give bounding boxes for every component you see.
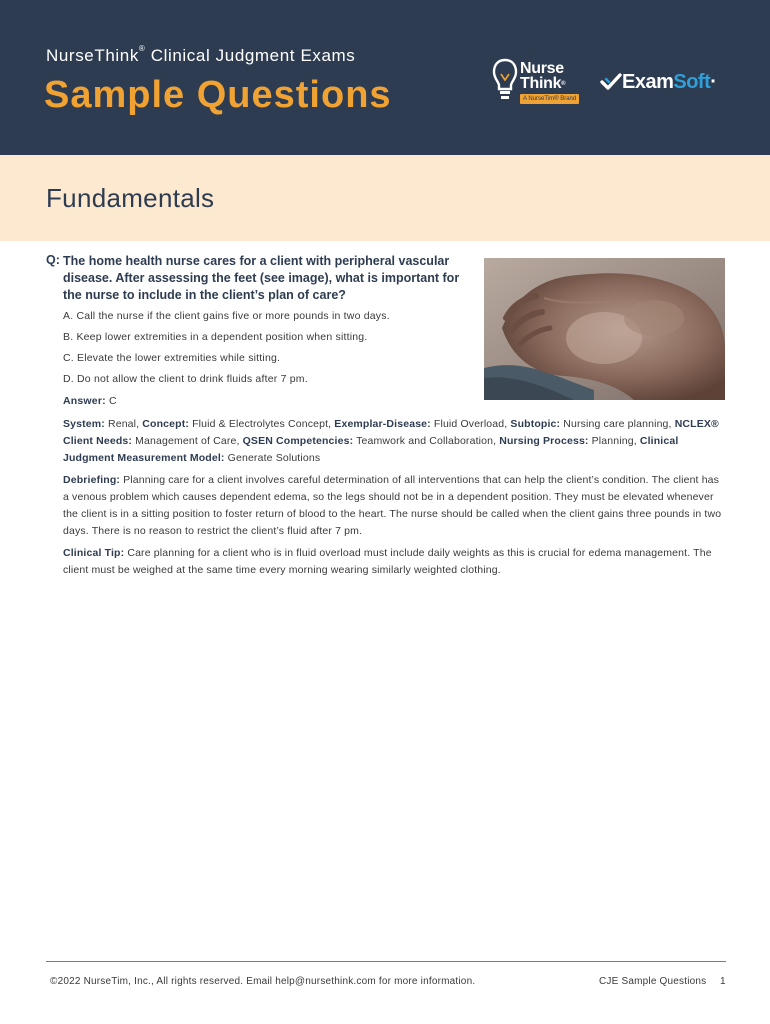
exam-series-title: NurseThink® Clinical Judgment Exams xyxy=(46,44,356,65)
question-metadata: System: Renal, Concept: Fluid & Electrolytes Concept, Exemplar-Disease: Fluid Overload, Subtopic: Nursing care planning, NCLEX® Client Needs: Management of Care, QSEN Competencies: Teamwork and Collaboration, Nursing Process: Planning, Clinical Judgment Measurement Model: Generate Solutions xyxy=(63,418,719,464)
page-title: Sample Questions xyxy=(44,74,392,116)
nursethink-logo xyxy=(492,58,582,108)
option-d: D. Do not allow the client to drink fluids after 7 pm. xyxy=(63,373,308,385)
lightbulb-icon xyxy=(492,58,518,104)
examsoft-logo-wordmark: ExamSoft· xyxy=(622,71,717,93)
footer-divider xyxy=(46,961,726,962)
section-title: Fundamentals xyxy=(46,183,215,213)
swollen-foot-photo xyxy=(484,258,725,400)
question-label: Q: xyxy=(46,253,60,267)
option-a: A. Call the nurse if the client gains five or more pounds in two days. xyxy=(63,310,390,322)
header-banner xyxy=(0,0,770,155)
answer-options xyxy=(63,309,473,393)
answer-line: Answer: C xyxy=(63,395,117,407)
checkmark-icon xyxy=(600,72,622,92)
question-stem: The home health nurse cares for a client with peripheral vascular disease. After assessing the feet (see image), what is important for the nurse to include in the client’s plan of care? xyxy=(63,254,460,302)
footer-document-name: CJE Sample Questions xyxy=(599,976,707,987)
clinical-tip-paragraph: Clinical Tip: Care planning for a client who is in fluid overload must include daily weights as this is crucial for edema management. The client must be weighed at the same time every morning wearing similarly weighted clothing. xyxy=(63,547,712,576)
option-b: B. Keep lower extremities in a dependent position when sitting. xyxy=(63,331,368,343)
foot-image xyxy=(484,258,725,400)
debriefing-paragraph: Debriefing: Planning care for a client involves careful determination of all interventions that can help the client’s condition. The client has a venous problem which causes dependent edema, so the legs should not be in a dependent position. They must be elevated whenever the client is in a sitting position to foster return of blood to the heart. The nurse should be called when the client gains three pounds in two days. There is no reason to restrict the client’s fluid after 7 pm. xyxy=(63,474,722,537)
option-c: C. Elevate the lower extremities while sitting. xyxy=(63,352,281,364)
footer-page-number: 1 xyxy=(720,976,726,987)
footer-copyright: ©2022 NurseTim, Inc., All rights reserved. Email help@nursethink.com for more information. xyxy=(50,976,476,987)
nursethink-logo-word-think: Think® xyxy=(520,75,566,92)
nursethink-brand-badge: A NurseTim® Brand xyxy=(520,94,579,104)
nursethink-logo-word-nurse: Nurse xyxy=(520,60,564,77)
